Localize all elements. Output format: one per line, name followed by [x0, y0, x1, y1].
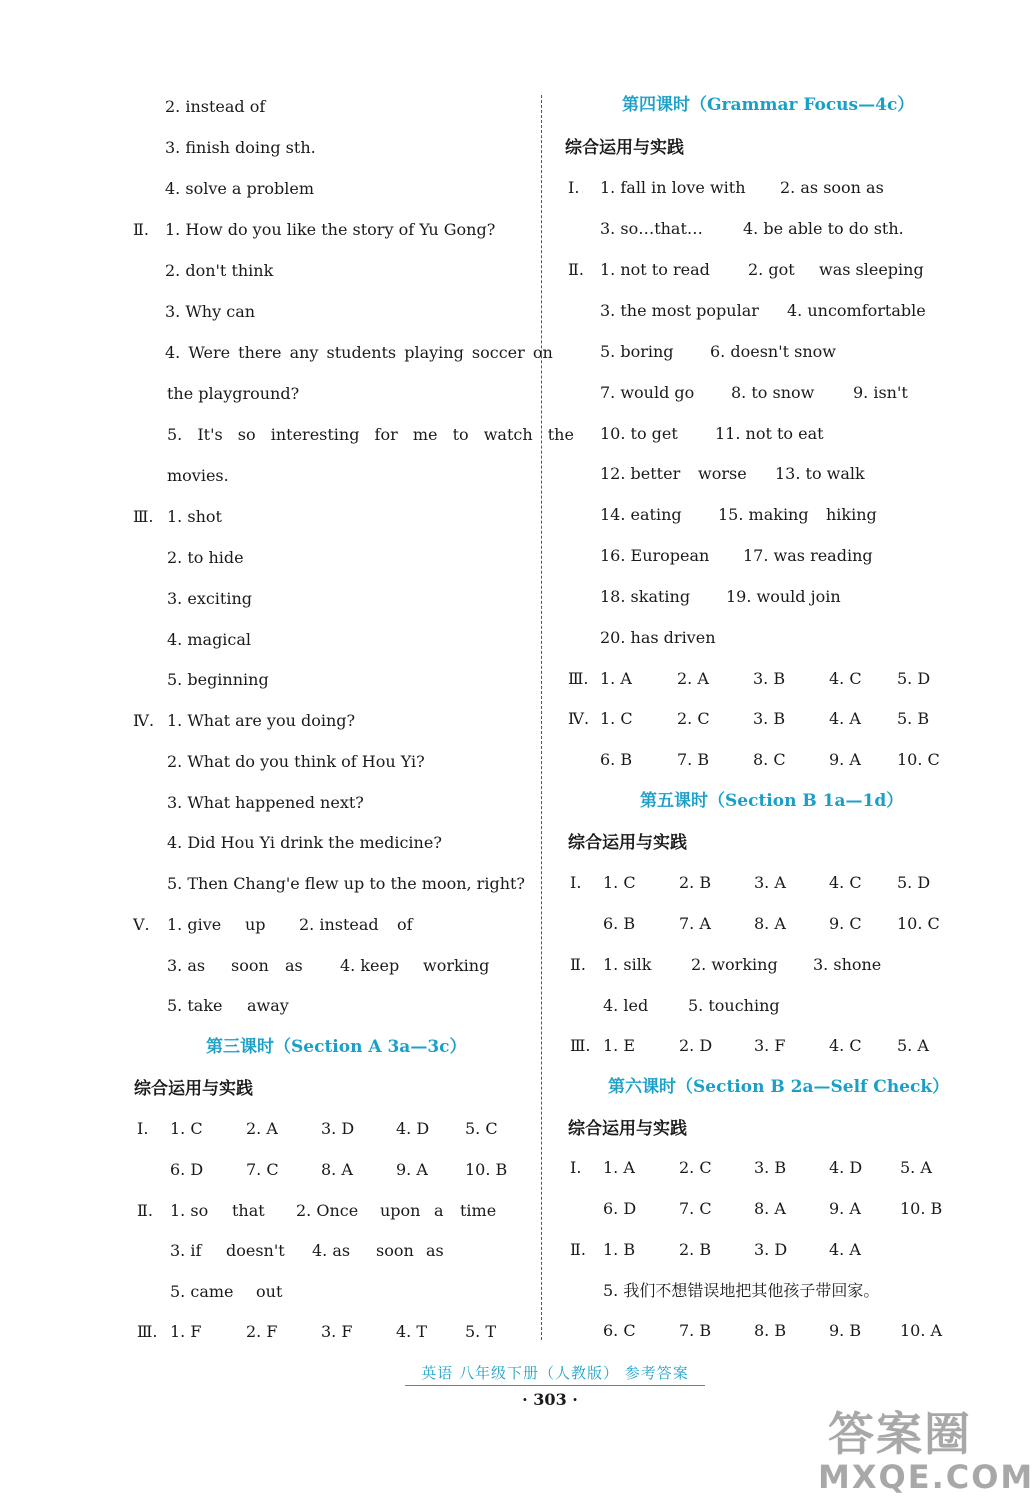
answer-item: 10. B [465, 1160, 508, 1179]
answer-item: 2. as soon as [780, 178, 884, 197]
answer-item: 12. better [600, 464, 681, 483]
section-marker: Ⅲ. [570, 1036, 591, 1055]
section-marker: Ⅳ. [568, 709, 590, 728]
section-marker: Ⅱ. [568, 260, 584, 279]
answer-item: 8. B [754, 1321, 787, 1340]
section-marker: Ⅰ. [570, 1158, 582, 1177]
answer-line: 4. Were there any students playing soccer on [165, 343, 553, 362]
answer-item: 2. D [679, 1036, 713, 1055]
answer-item: 4. C [829, 1036, 862, 1055]
answer-line: 1. shot [167, 507, 222, 526]
answer-item: 6. C [603, 1321, 636, 1340]
section-marker: Ⅱ. [570, 1240, 586, 1259]
answer-item: out [256, 1282, 283, 1301]
answer-item: 1. B [603, 1240, 636, 1259]
answer-item: 2. got [748, 260, 795, 279]
answer-item: 5. B [897, 709, 930, 728]
answer-item: 3. F [754, 1036, 786, 1055]
answer-item: 4. be able to do sth. [743, 219, 904, 238]
answer-item: 4. led [603, 996, 649, 1015]
answer-line: 5. Then Chang'e flew up to the moon, right? [167, 874, 525, 893]
answer-item: 4. as [312, 1241, 351, 1260]
answer-item: 5. touching [688, 996, 780, 1015]
answer-item: 3. if [170, 1241, 202, 1260]
answer-item: 4. T [396, 1322, 428, 1341]
answer-item: away [247, 996, 289, 1015]
answer-line: 4. Did Hou Yi drink the medicine? [167, 833, 442, 852]
answer-item: 1. silk [603, 955, 652, 974]
lesson-heading: 第四课时（Grammar Focus—4c） [622, 95, 915, 115]
answer-line: 2. What do you think of Hou Yi? [167, 752, 425, 771]
answer-item: 3. as [167, 956, 206, 975]
answer-item: 7. A [679, 914, 711, 933]
answer-item: 2. Once [296, 1201, 359, 1220]
section-subheading: 综合运用与实践 [134, 1079, 253, 1099]
answer-item: 1. give [167, 915, 222, 934]
answer-item: 10. to get [600, 424, 678, 443]
answer-item: as [285, 956, 303, 975]
answer-item: 8. A [321, 1160, 353, 1179]
answer-item: 3. F [321, 1322, 353, 1341]
answer-item: 5. 我们不想错误地把其他孩子带回家。 [603, 1281, 880, 1300]
answer-item: 1. F [170, 1322, 202, 1341]
section-marker: Ⅱ. [137, 1201, 153, 1220]
footer-book-title: 英语 八年级下册（人教版） 参考答案 [405, 1362, 705, 1386]
section-marker: Ⅱ. [133, 220, 149, 239]
answer-row [600, 750, 980, 890]
answer-item: 10. A [900, 1321, 943, 1340]
answer-item: up [245, 915, 266, 934]
answer-item: 20. has driven [600, 628, 716, 647]
lesson-heading: 第五课时（Section B 1a—1d） [640, 791, 904, 811]
section-marker: Ⅴ. [133, 915, 150, 934]
section-marker: Ⅲ. [568, 669, 589, 688]
answer-item: 1. A [600, 669, 632, 688]
answer-item: 2. B [679, 873, 712, 892]
answer-item: 4. uncomfortable [787, 301, 926, 320]
answer-item: upon [380, 1201, 421, 1220]
answer-item: 3. D [321, 1119, 355, 1138]
answer-line: the playground? [167, 384, 300, 403]
section-marker: Ⅲ. [133, 507, 154, 526]
answer-item: 2. B [679, 1240, 712, 1259]
answer-item: 4. C [829, 873, 862, 892]
answer-item: 14. eating [600, 505, 682, 524]
answer-item: hiking [826, 505, 877, 524]
answer-item: 17. was reading [743, 546, 873, 565]
section-subheading: 综合运用与实践 [568, 1119, 687, 1139]
answer-item: 8. C [753, 750, 786, 769]
answer-item: 7. B [679, 1321, 712, 1340]
answer-item: 11. not to eat [715, 424, 824, 443]
answer-row [170, 1322, 530, 1462]
answer-item: 5. C [465, 1119, 498, 1138]
answer-item: 4. A [829, 1240, 861, 1259]
answer-item: 5. T [465, 1322, 497, 1341]
answer-line: 3. finish doing sth. [165, 138, 316, 157]
answer-line: 1. What are you doing? [167, 711, 356, 730]
answer-line: 2. to hide [167, 548, 244, 567]
lesson-heading: 第六课时（Section B 2a—Self Check） [608, 1077, 950, 1097]
answer-line: 4. magical [167, 630, 252, 649]
answer-item: 9. B [829, 1321, 862, 1340]
answer-item: 5. D [897, 873, 931, 892]
section-marker: Ⅳ. [133, 711, 155, 730]
column-divider [541, 95, 542, 1340]
answer-item: 10. C [897, 750, 940, 769]
answer-item: 3. D [754, 1240, 788, 1259]
answer-item: that [232, 1201, 265, 1220]
answer-item: 7. C [679, 1199, 712, 1218]
answer-item: 1. A [603, 1158, 635, 1177]
answer-item: worse [698, 464, 747, 483]
answer-line: 1. How do you like the story of Yu Gong? [165, 220, 496, 239]
answer-item: 8. A [754, 914, 786, 933]
answer-item: 6. D [603, 1199, 637, 1218]
answer-item: 8. A [754, 1199, 786, 1218]
answer-item: 4. D [829, 1158, 863, 1177]
answer-line: 3. What happened next? [167, 793, 364, 812]
section-marker: Ⅰ. [137, 1119, 149, 1138]
answer-row [603, 1036, 983, 1176]
answer-item: 9. A [829, 1199, 861, 1218]
answer-item: 2. C [677, 709, 710, 728]
answer-item: 3. B [753, 709, 786, 728]
answer-item: 6. B [600, 750, 633, 769]
answer-item: 3. A [754, 873, 786, 892]
answer-line: 5. beginning [167, 670, 269, 689]
answer-item: 1. C [170, 1119, 203, 1138]
watermark-url: MXQE.COM [818, 1458, 1034, 1496]
answer-item: was sleeping [819, 260, 924, 279]
answer-item: doesn't [226, 1241, 285, 1260]
answer-item: 10. C [897, 914, 940, 933]
answer-line: 2. instead of [165, 97, 266, 116]
answer-item: 2. A [246, 1119, 278, 1138]
answer-item: 4. A [829, 709, 861, 728]
page-number: · 303 · [522, 1390, 578, 1409]
answer-item: as [426, 1241, 444, 1260]
answer-item: time [460, 1201, 497, 1220]
answer-item: 7. C [246, 1160, 279, 1179]
answer-item: 1. E [603, 1036, 636, 1055]
answer-item: 9. A [396, 1160, 428, 1179]
answer-item: 5. D [897, 669, 931, 688]
answer-item: 8. to snow [731, 383, 815, 402]
answer-item: 7. B [677, 750, 710, 769]
watermark-text: 答案圈 [828, 1407, 972, 1461]
answer-line: 4. solve a problem [165, 179, 315, 198]
answer-item: 9. isn't [853, 383, 908, 402]
answer-item: 6. D [170, 1160, 204, 1179]
answer-item: 1. not to read [600, 260, 710, 279]
answer-item: soon [376, 1241, 414, 1260]
answer-item: working [423, 956, 490, 975]
answer-item: 4. D [396, 1119, 430, 1138]
answer-item: 5. A [900, 1158, 932, 1177]
answer-item: 2. A [677, 669, 709, 688]
section-marker: Ⅰ. [568, 178, 580, 197]
answer-item: 3. so…that… [600, 219, 703, 238]
answer-item: 2. C [679, 1158, 712, 1177]
section-subheading: 综合运用与实践 [568, 833, 687, 853]
answer-item: 1. fall in love with [600, 178, 746, 197]
watermark-logo [818, 1398, 1034, 1496]
answer-item: 3. the most popular [600, 301, 759, 320]
answer-item: 15. making [718, 505, 809, 524]
answer-item: of [397, 915, 413, 934]
answer-item: 16. European [600, 546, 710, 565]
answer-item: 3. B [753, 669, 786, 688]
answer-item: 9. A [829, 750, 861, 769]
answer-item: 6. B [603, 914, 636, 933]
answer-item: 3. shone [813, 955, 882, 974]
answer-item: 2. working [691, 955, 778, 974]
answer-item: 18. skating [600, 587, 691, 606]
answer-line: 3. Why can [165, 302, 256, 321]
answer-line: movies. [167, 466, 229, 485]
answer-item: 1. C [603, 873, 636, 892]
answer-item: 4. C [829, 669, 862, 688]
answer-item: 6. doesn't snow [710, 342, 836, 361]
answer-item: 4. keep [340, 956, 400, 975]
answer-item: 5. take [167, 996, 223, 1015]
section-marker: Ⅰ. [570, 873, 582, 892]
answer-item: 5. came [170, 1282, 234, 1301]
answer-line: 5. It's so interesting for me to watch the [167, 425, 574, 444]
answer-item: 5. A [897, 1036, 929, 1055]
answer-line: 2. don't think [165, 261, 274, 280]
answer-item: 1. C [600, 709, 633, 728]
section-marker: Ⅱ. [570, 955, 586, 974]
answer-item: 13. to walk [775, 464, 865, 483]
answer-item: 1. so [170, 1201, 209, 1220]
lesson-heading: 第三课时（Section A 3a—3c） [206, 1037, 467, 1057]
answer-item: 10. B [900, 1199, 943, 1218]
answer-line: 3. exciting [167, 589, 253, 608]
answer-item: 9. C [829, 914, 862, 933]
answer-item: 19. would join [726, 587, 841, 606]
answer-item: 2. F [246, 1322, 278, 1341]
section-subheading: 综合运用与实践 [565, 138, 684, 158]
answer-item: 5. boring [600, 342, 674, 361]
answer-item: 2. instead [299, 915, 379, 934]
section-marker: Ⅲ. [137, 1322, 158, 1341]
answer-item: a [434, 1201, 444, 1220]
answer-item: soon [231, 956, 269, 975]
answer-item: 3. B [754, 1158, 787, 1177]
answer-item: 7. would go [600, 383, 695, 402]
